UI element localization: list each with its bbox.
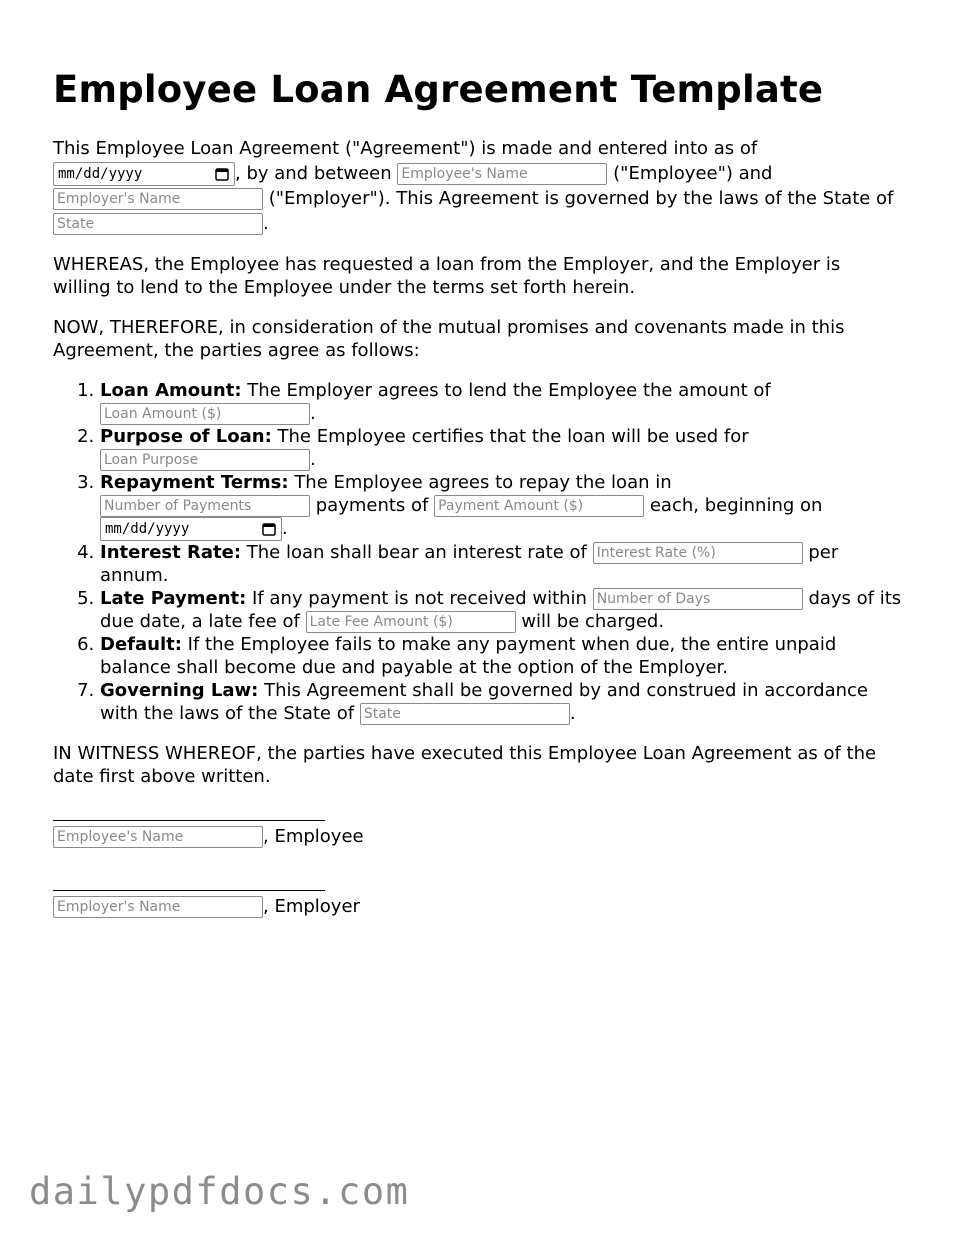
whereas-paragraph: WHEREAS, the Employee has requested a loan from the Employer, and the Employer is willing to lend to the Employee under the terms set forth herein. bbox=[53, 254, 841, 298]
signature-line bbox=[53, 820, 325, 821]
term-repayment bbox=[100, 471, 903, 541]
intro-paragraph bbox=[53, 136, 903, 236]
calendar-icon[interactable] bbox=[215, 167, 229, 181]
agreement-date-input[interactable] bbox=[53, 162, 235, 186]
calendar-icon[interactable] bbox=[262, 522, 276, 536]
term-text: The Employee agrees to repay the loan in bbox=[294, 472, 672, 493]
signature-line bbox=[53, 890, 325, 891]
term-label: Repayment Terms: bbox=[100, 472, 289, 493]
term-label: Default: bbox=[100, 634, 182, 655]
state-input[interactable] bbox=[53, 213, 263, 235]
signature-block-employer bbox=[53, 890, 903, 920]
term-end: . bbox=[282, 518, 288, 539]
term-text-3: each, beginning on bbox=[649, 495, 823, 516]
now-therefore-paragraph: NOW, THEREFORE, in consideration of the mutual promises and covenants made in this Agreement, the parties agree as follows: bbox=[53, 317, 845, 361]
term-label: Loan Amount: bbox=[100, 380, 242, 401]
number-of-days-input[interactable] bbox=[593, 588, 803, 610]
term-label: Interest Rate: bbox=[100, 542, 242, 563]
term-text: If any payment is not received within bbox=[252, 588, 587, 609]
intro-text-1: This Employee Loan Agreement ("Agreement") is made and entered into as of bbox=[53, 138, 758, 159]
signature-block-employee bbox=[53, 820, 903, 850]
term-label: Governing Law: bbox=[100, 680, 259, 701]
term-interest bbox=[100, 541, 903, 587]
document-title: Employee Loan Agreement Template bbox=[53, 68, 824, 111]
term-purpose bbox=[100, 425, 903, 471]
number-of-payments-input[interactable] bbox=[100, 495, 310, 517]
term-late-payment bbox=[100, 587, 903, 633]
employer-name-input[interactable] bbox=[53, 188, 263, 210]
term-text: The loan shall bear an interest rate of bbox=[246, 542, 587, 563]
watermark: dailypdfdocs.com bbox=[29, 1170, 410, 1213]
term-text: The Employer agrees to lend the Employee the amount of bbox=[247, 380, 771, 401]
governing-state-input[interactable] bbox=[360, 703, 570, 725]
employee-signature-name-input[interactable] bbox=[53, 826, 263, 848]
term-end: per annum. bbox=[100, 542, 839, 586]
term-loan-amount bbox=[100, 379, 903, 425]
term-text-2: days of its due date, a late fee of bbox=[100, 588, 902, 632]
loan-amount-input[interactable] bbox=[100, 403, 310, 425]
term-text: The Employee certifies that the loan will be used for bbox=[277, 426, 749, 447]
employer-signature-name-input[interactable] bbox=[53, 896, 263, 918]
employee-name-input[interactable] bbox=[397, 163, 607, 185]
intro-text-5: . bbox=[263, 213, 269, 234]
employer-role-label: , Employer bbox=[263, 896, 360, 917]
payment-amount-input[interactable] bbox=[434, 495, 644, 517]
repayment-start-date-input[interactable] bbox=[100, 517, 282, 541]
late-fee-input[interactable] bbox=[306, 611, 516, 633]
term-end: . bbox=[310, 449, 316, 470]
loan-purpose-input[interactable] bbox=[100, 449, 310, 471]
repayment-date-text: mm/dd/yyyy bbox=[105, 521, 190, 537]
term-label: Purpose of Loan: bbox=[100, 426, 272, 447]
term-end: will be charged. bbox=[521, 611, 665, 632]
interest-rate-input[interactable] bbox=[593, 542, 803, 564]
term-governing-law bbox=[100, 679, 903, 725]
term-text-2: payments of bbox=[315, 495, 429, 516]
term-end: . bbox=[569, 703, 576, 724]
term-text: This Agreement shall be governed by and construed in accordance with the laws of the State of bbox=[100, 680, 868, 724]
terms-list bbox=[53, 379, 903, 725]
witness-paragraph: IN WITNESS WHEREOF, the parties have executed this Employee Loan Agreement as of the date first above written. bbox=[53, 743, 877, 787]
term-text: If the Employee fails to make any payment when due, the entire unpaid balance shall become due and payable at the option of the Employer. bbox=[100, 634, 837, 678]
document-page bbox=[53, 66, 903, 920]
intro-text-3: ("Employee") and bbox=[613, 163, 773, 184]
term-label: Late Payment: bbox=[100, 588, 247, 609]
term-default bbox=[100, 633, 903, 679]
intro-text-2: , by and between bbox=[235, 163, 392, 184]
agreement-date-text: mm/dd/yyyy bbox=[58, 166, 143, 182]
intro-text-4: ("Employer"). This Agreement is governed by the laws of the State of bbox=[268, 188, 894, 209]
employee-role-label: , Employee bbox=[263, 826, 364, 847]
term-end: . bbox=[310, 403, 316, 424]
